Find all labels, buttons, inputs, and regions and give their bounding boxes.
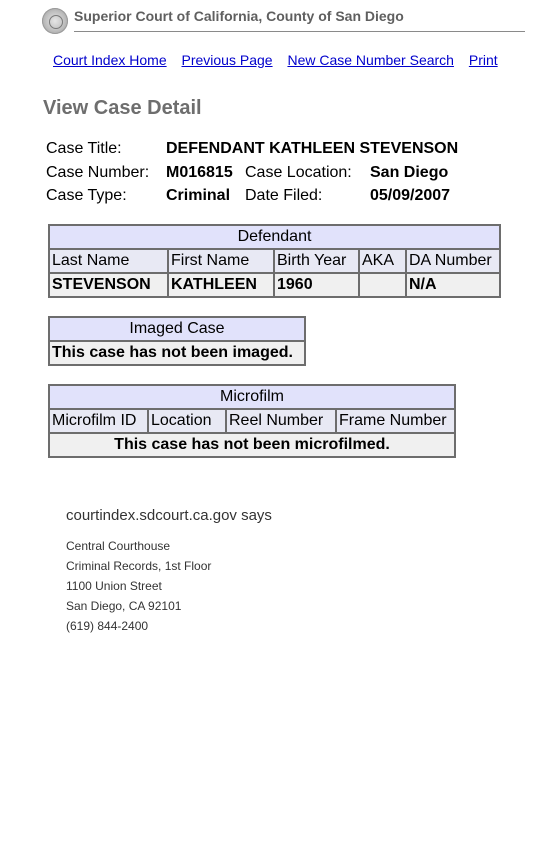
- page-header: [42, 7, 525, 33]
- column-header: Last Name: [49, 249, 168, 273]
- dialog-line: 1100 Union Street: [66, 579, 162, 593]
- table-header-row: [49, 409, 455, 433]
- previous-page-link[interactable]: Previous Page: [181, 52, 273, 68]
- dialog-title: courtindex.sdcourt.ca.gov says: [66, 507, 272, 524]
- case-number-value: M016815: [166, 164, 233, 181]
- dialog-line: (619) 844-2400: [66, 619, 149, 633]
- aka-cell: [359, 273, 406, 297]
- defendant-caption: Defendant: [49, 225, 500, 249]
- case-title-label: Case Title:: [46, 140, 122, 157]
- column-header: First Name: [168, 249, 274, 273]
- dialog-message: [66, 536, 211, 636]
- column-header: DA Number: [406, 249, 500, 273]
- page-title: View Case Detail: [43, 97, 202, 119]
- court-index-home-link[interactable]: Court Index Home: [53, 52, 167, 68]
- column-header: Birth Year: [274, 249, 359, 273]
- microfilm-caption: Microfilm: [49, 385, 455, 409]
- new-case-number-search-link[interactable]: New Case Number Search: [287, 52, 454, 68]
- dialog-line: Central Courthouse: [66, 539, 171, 553]
- dialog-line: San Diego, CA 92101: [66, 599, 182, 613]
- dialog-line: Criminal Records, 1st Floor: [66, 559, 212, 573]
- imaged-case-table: [48, 316, 306, 366]
- case-number-label: Case Number:: [46, 164, 150, 181]
- da-number-cell: N/A: [406, 273, 500, 297]
- column-header: Frame Number: [336, 409, 455, 433]
- nav-links: [53, 52, 509, 68]
- case-location-value: San Diego: [370, 164, 449, 181]
- column-header: Location: [148, 409, 226, 433]
- imaged-case-caption: Imaged Case: [49, 317, 305, 341]
- table-row: [49, 273, 500, 297]
- birth-year-cell: 1960: [274, 273, 359, 297]
- last-name-cell: STEVENSON: [49, 273, 168, 297]
- first-name-cell: KATHLEEN: [168, 273, 274, 297]
- column-header: AKA: [359, 249, 406, 273]
- microfilm-table: [48, 384, 456, 458]
- microfilm-message: This case has not been microfilmed.: [49, 433, 455, 457]
- date-filed-value: 05/09/2007: [370, 187, 451, 204]
- header-divider: [74, 31, 525, 32]
- case-location-label: Case Location:: [245, 164, 352, 181]
- case-title-value: DEFENDANT KATHLEEN STEVENSON: [166, 140, 459, 157]
- case-type-value: Criminal: [166, 187, 231, 204]
- column-header: Microfilm ID: [49, 409, 148, 433]
- date-filed-label: Date Filed:: [245, 187, 323, 204]
- case-type-label: Case Type:: [46, 187, 127, 204]
- court-seal-icon: [42, 8, 68, 34]
- table-header-row: [49, 249, 500, 273]
- imaged-case-message: This case has not been imaged.: [49, 341, 305, 365]
- court-name: Superior Court of California, County of San Diego: [74, 8, 404, 24]
- print-link[interactable]: Print: [468, 52, 498, 68]
- defendant-table: [48, 224, 501, 298]
- column-header: Reel Number: [226, 409, 336, 433]
